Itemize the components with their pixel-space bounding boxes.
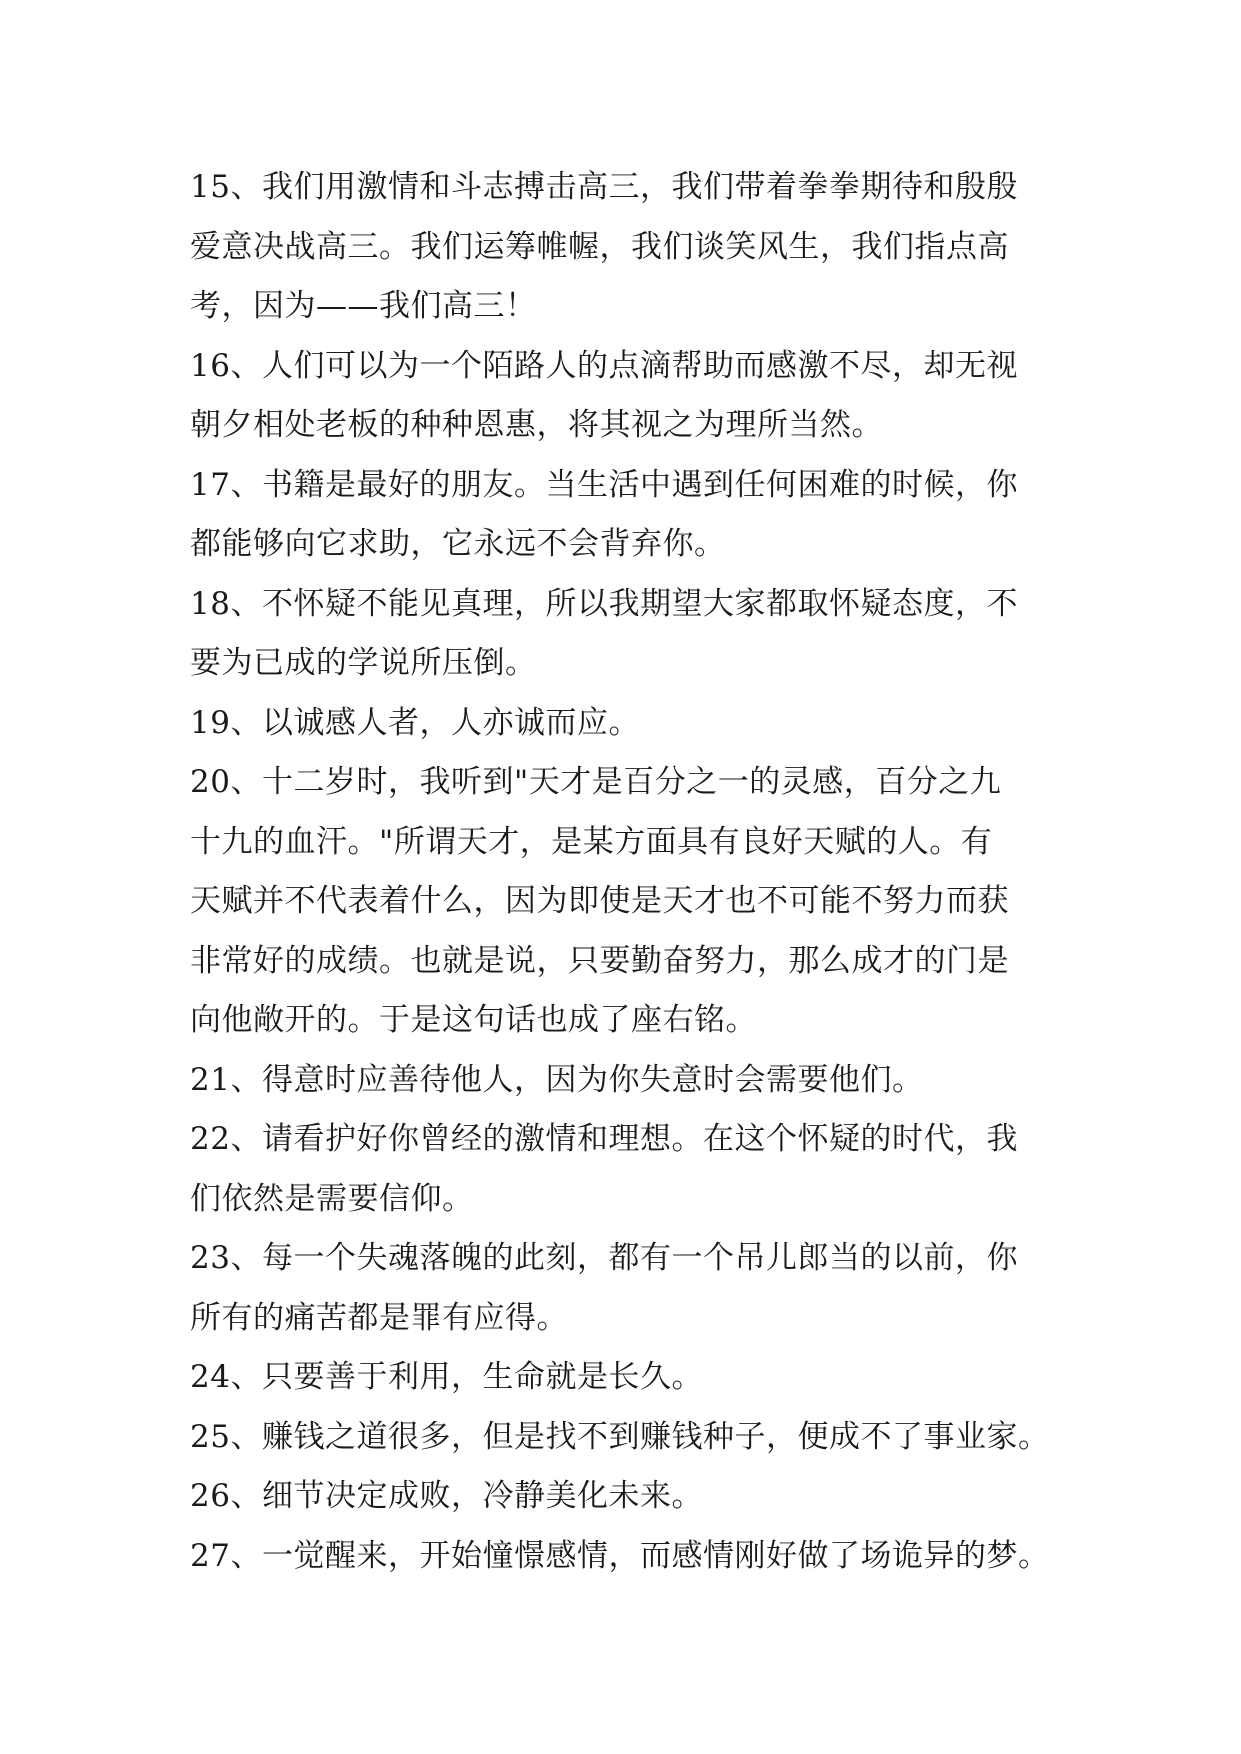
text-line: 20、十二岁时，我听到"天才是百分之一的灵感，百分之九 xyxy=(190,764,1002,800)
quote-21 xyxy=(190,1051,1062,1111)
quote-17 xyxy=(190,456,1062,575)
text-line: 朝夕相处老板的种种恩惠，将其视之为理所当然。 xyxy=(190,407,883,443)
text-line: 15、我们用激情和斗志搏击高三，我们带着拳拳期待和殷殷 xyxy=(190,169,1018,205)
text-line: 19、以诚感人者，人亦诚而应。 xyxy=(190,704,640,741)
quote-15 xyxy=(190,158,1062,337)
text-line: 爱意决战高三。我们运筹帷幄，我们谈笑风生，我们指点高 xyxy=(190,228,1009,265)
text-line: 26、细节决定成败，冷静美化未来。 xyxy=(190,1478,703,1514)
text-line: 非常好的成绩。也就是说，只要勤奋努力，那么成才的门是 xyxy=(190,942,1009,979)
text-line: 17、书籍是最好的朋友。当生活中遇到任何困难的时候，你 xyxy=(190,466,1018,503)
text-line: 十九的血汗。"所谓天才，是某方面具有良好天赋的人。有 xyxy=(190,823,993,860)
text-line: 21、得意时应善待他人，因为你失意时会需要他们。 xyxy=(190,1061,924,1098)
text-line: 要为已成的学说所压倒。 xyxy=(190,645,537,681)
text-line: 向他敞开的。于是这句话也成了座右铭。 xyxy=(190,1002,757,1038)
text-line: 们依然是需要信仰。 xyxy=(190,1180,474,1217)
text-line: 24、只要善于利用，生命就是长久。 xyxy=(190,1359,703,1395)
text-line: 22、请看护好你曾经的激情和理想。在这个怀疑的时代，我 xyxy=(190,1121,1018,1157)
quote-22 xyxy=(190,1110,1062,1229)
text-line: 考，因为——我们高三！ xyxy=(190,288,537,324)
quote-24 xyxy=(190,1348,1062,1408)
text-line: 23、每一个失魂落魄的此刻，都有一个吊儿郎当的以前，你 xyxy=(190,1240,1018,1276)
quote-25 xyxy=(190,1408,1062,1468)
quote-27 xyxy=(190,1527,1062,1587)
text-line: 18、不怀疑不能见真理，所以我期望大家都取怀疑态度，不 xyxy=(190,585,1018,622)
quote-26 xyxy=(190,1467,1062,1527)
text-line: 25、赚钱之道很多，但是找不到赚钱种子，便成不了事业家。 xyxy=(190,1418,1050,1455)
text-line: 27、一觉醒来，开始憧憬感情，而感情刚好做了场诡异的梦。 xyxy=(190,1537,1050,1574)
document-page xyxy=(190,158,1062,1586)
text-line: 都能够向它求助，它永远不会背弃你。 xyxy=(190,526,726,562)
quote-20 xyxy=(190,753,1062,1051)
quote-19 xyxy=(190,694,1062,754)
text-line: 16、人们可以为一个陌路人的点滴帮助而感激不尽，却无视 xyxy=(190,347,1018,384)
quote-23 xyxy=(190,1229,1062,1348)
text-line: 天赋并不代表着什么，因为即使是天才也不可能不努力而获 xyxy=(190,883,1009,919)
text-line: 所有的痛苦都是罪有应得。 xyxy=(190,1299,568,1336)
quote-16 xyxy=(190,337,1062,456)
quote-18 xyxy=(190,575,1062,694)
